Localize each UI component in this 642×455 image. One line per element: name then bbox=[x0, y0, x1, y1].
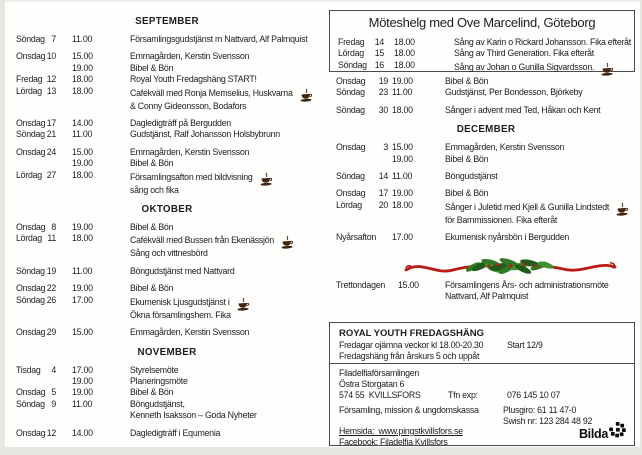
schedule-row bbox=[16, 158, 318, 169]
section-heading: DECEMBER bbox=[456, 124, 516, 136]
row-day: Söndag bbox=[16, 398, 45, 409]
schedule-row bbox=[16, 222, 318, 233]
row-time: 18.00 bbox=[394, 48, 415, 59]
row-text bbox=[130, 376, 318, 387]
info-box-divider bbox=[330, 363, 634, 364]
row-day: Söndag bbox=[16, 34, 45, 44]
row-text bbox=[445, 232, 636, 243]
schedule-row bbox=[336, 105, 636, 116]
row-day: Söndag bbox=[16, 129, 45, 140]
row-date: 19 bbox=[378, 76, 388, 86]
row-day: Söndag bbox=[338, 59, 367, 70]
row-time: 11.00 bbox=[72, 398, 93, 409]
row-text bbox=[445, 154, 636, 165]
row-text-line: Ekumenisk Ljusgudstjänst i bbox=[130, 295, 318, 310]
row-text-line: Royal Youth Fredagshäng START! bbox=[130, 74, 257, 85]
schedule-row bbox=[16, 147, 318, 158]
bilda-logo-text: Bilda bbox=[578, 427, 608, 441]
row-text-line: & Conny Gideonsson, Bodafors bbox=[130, 100, 247, 111]
funds-label: Församling, mission & ungdomskassa bbox=[339, 405, 479, 415]
row-time: 15.00 bbox=[398, 280, 419, 290]
bilda-logo bbox=[579, 422, 626, 441]
coffee-cup-icon bbox=[599, 61, 616, 77]
row-text-line: Sånger i advent med Ted, Håkan och Kent bbox=[445, 104, 601, 115]
row-day: Lördag bbox=[16, 233, 42, 244]
row-text-line: Gudstjänst, Ralf Johansson Holsbybrunn bbox=[130, 129, 280, 140]
row-time: 11.00 bbox=[72, 129, 93, 140]
row-time: 19.00 bbox=[392, 153, 413, 164]
row-text-line: för Barnmissionen. Fika efteråt bbox=[445, 214, 558, 225]
row-date: 11 bbox=[47, 233, 56, 244]
row-text bbox=[130, 170, 318, 196]
row-day: Onsdag bbox=[16, 427, 46, 438]
swish-number: Swish nr: 123 284 48 92 bbox=[503, 416, 593, 426]
schedule-row bbox=[16, 170, 318, 196]
schedule-row bbox=[338, 60, 626, 75]
row-day: Söndag bbox=[16, 294, 45, 305]
row-date: 20 bbox=[378, 199, 388, 210]
row-text-line: Emmagården, Kerstin Svensson bbox=[445, 142, 565, 153]
row-text-line: Planeringsmöte bbox=[130, 375, 188, 386]
row-time: 11.00 bbox=[392, 171, 413, 182]
row-text-line: Emmagården, Kerstin Svensson bbox=[130, 327, 250, 338]
schedule-row bbox=[338, 48, 626, 59]
row-day: Lördag bbox=[16, 169, 42, 180]
row-day: Onsdag bbox=[16, 146, 46, 157]
row-time: 14.00 bbox=[72, 118, 93, 129]
row-time: 17.00 bbox=[72, 364, 93, 375]
row-text-line: Sång av Johan o Gunilla Sigvardsson. bbox=[454, 60, 626, 75]
row-text-line: sång och fika bbox=[130, 184, 179, 195]
section-heading: SEPTEMBER bbox=[135, 16, 199, 27]
row-text-line: Bibel & Bön bbox=[130, 283, 174, 294]
schedule-row bbox=[336, 232, 636, 243]
row-time: 18.00 bbox=[72, 169, 93, 180]
row-day: Trettondagen bbox=[336, 280, 386, 290]
row-text bbox=[454, 48, 626, 59]
row-text bbox=[130, 129, 318, 140]
row-date: 23 bbox=[378, 87, 388, 98]
row-text-line: Sång av Karin o Rickard Johansson. Fika efteråt bbox=[454, 37, 631, 47]
row-text bbox=[130, 399, 318, 422]
row-text bbox=[445, 76, 636, 87]
row-time: 19.00 bbox=[72, 375, 93, 386]
row-day: Lördag bbox=[16, 85, 42, 96]
row-text bbox=[130, 327, 318, 338]
row-text-line: Församlingsgudstjänst m Nattvard, Alf Palmquist bbox=[130, 34, 308, 44]
schedule-row bbox=[16, 129, 318, 140]
row-text bbox=[130, 74, 318, 85]
row-date: 21 bbox=[46, 129, 56, 140]
row-date: 10 bbox=[46, 51, 56, 62]
row-date: 12 bbox=[46, 74, 56, 85]
row-date: 9 bbox=[51, 398, 56, 409]
row-date: 27 bbox=[46, 169, 56, 180]
schedule-row bbox=[16, 428, 318, 439]
schedule-row bbox=[16, 86, 318, 112]
row-text bbox=[130, 266, 318, 277]
schedule-row bbox=[16, 233, 318, 259]
row-text-line: Bibel & Bön bbox=[130, 62, 174, 73]
row-date: 14 bbox=[374, 37, 384, 47]
row-time: 15.00 bbox=[392, 142, 413, 153]
row-day: Onsdag bbox=[16, 222, 46, 233]
row-date: 17 bbox=[46, 118, 56, 129]
row-date: 3 bbox=[383, 142, 388, 153]
info-box bbox=[329, 322, 635, 446]
row-day: Söndag bbox=[336, 87, 365, 98]
meeting-weekend-rows bbox=[338, 37, 631, 75]
row-text bbox=[445, 188, 636, 199]
schedule-row bbox=[336, 280, 636, 303]
row-day: Onsdag bbox=[336, 188, 366, 199]
postal-address: 574 55 KVILLSFORS bbox=[339, 390, 421, 400]
row-time: 18.00 bbox=[72, 233, 93, 244]
row-text-line: Kenneth Isaksson – Goda Nyheter bbox=[130, 410, 257, 421]
fredagshang-age-line: Fredagshäng från årskurs 5 och uppåt bbox=[339, 351, 480, 361]
row-text bbox=[130, 63, 318, 74]
row-text-line: Gudstjänst, Per Bondesson, Björkeby bbox=[445, 87, 583, 98]
website-link: Hemsida: www.pingstkvillsfors.se bbox=[339, 426, 463, 436]
row-time: 11.00 bbox=[72, 265, 93, 276]
row-time: 19.00 bbox=[392, 76, 413, 86]
row-time: 11.00 bbox=[72, 34, 93, 44]
row-text-line: Dagledigträff på Bergudden bbox=[130, 118, 231, 129]
row-day: Fredag bbox=[338, 37, 365, 47]
schedule-row bbox=[16, 365, 318, 376]
row-date: 29 bbox=[46, 327, 56, 338]
row-date: 24 bbox=[46, 146, 56, 157]
row-text-line: Bibel & Bön bbox=[445, 76, 489, 86]
row-text bbox=[130, 51, 318, 62]
row-time: 11.00 bbox=[392, 87, 413, 98]
row-text-line: Böngudstjänst, bbox=[130, 398, 185, 409]
schedule-row bbox=[338, 37, 631, 48]
bilda-logo-mark-icon bbox=[609, 422, 626, 438]
row-date: 13 bbox=[46, 85, 56, 96]
row-day: Lördag bbox=[338, 48, 364, 59]
row-text bbox=[445, 171, 636, 182]
row-text-line: Församlingsafton med bildvisning bbox=[130, 170, 318, 185]
section-heading: OKTOBER bbox=[141, 204, 193, 216]
row-day: Lördag bbox=[336, 199, 362, 210]
schedule-row bbox=[16, 63, 318, 74]
row-text bbox=[445, 105, 636, 116]
coffee-cup-icon bbox=[614, 201, 631, 217]
row-text-line: Församlingens Års- och administrationsmöte bbox=[445, 280, 609, 290]
row-time: 18.00 bbox=[394, 59, 415, 70]
row-date: 14 bbox=[378, 171, 388, 182]
coffee-cup-icon bbox=[297, 87, 314, 103]
facebook-line: Facebook: Filadelfia Kvillsfors bbox=[339, 437, 448, 447]
row-day: Onsdag bbox=[16, 327, 46, 338]
schedule-row bbox=[336, 87, 636, 98]
row-text-line: Bibel & Bön bbox=[130, 222, 174, 233]
schedule-row bbox=[16, 34, 318, 45]
coffee-cup-icon bbox=[257, 171, 274, 187]
row-text-line: Ökna församlingshem. Fika bbox=[130, 309, 231, 320]
row-day: Onsdag bbox=[336, 142, 366, 153]
row-date: 4 bbox=[51, 364, 56, 375]
row-text-line: Böngudstjänst bbox=[445, 171, 498, 182]
schedule-row bbox=[16, 266, 318, 277]
row-day: Söndag bbox=[16, 265, 45, 276]
row-day: Söndag bbox=[336, 171, 365, 182]
trettondagen-row bbox=[336, 280, 636, 303]
row-day: Onsdag bbox=[336, 76, 366, 86]
schedule-row bbox=[336, 200, 636, 226]
row-text bbox=[454, 37, 631, 48]
schedule-row bbox=[336, 154, 636, 165]
schedule-row bbox=[16, 283, 318, 294]
row-time: 15.00 bbox=[72, 51, 93, 62]
section-heading: NOVEMBER bbox=[137, 346, 197, 358]
row-date: 19 bbox=[46, 265, 56, 276]
schedule-row bbox=[16, 118, 318, 129]
row-text bbox=[130, 233, 318, 259]
row-text bbox=[454, 60, 626, 75]
street-address: Östra Storgatan 6 bbox=[339, 379, 405, 389]
row-day: Söndag bbox=[336, 104, 365, 115]
row-text bbox=[130, 365, 318, 376]
row-day: Nyårsafton bbox=[336, 232, 377, 243]
phone-number: 076 145 10 07 bbox=[507, 390, 561, 400]
row-text-line: Ekumenisk nyårsbön i Bergudden bbox=[445, 232, 570, 243]
row-text-line: Cafékväll med Ronja Memselius, Huskvarna bbox=[130, 86, 318, 101]
row-day: Tisdag bbox=[16, 364, 41, 375]
row-day: Onsdag bbox=[16, 51, 46, 62]
phone-label: Tfn exp: bbox=[448, 390, 478, 400]
row-date: 5 bbox=[51, 387, 56, 398]
row-time: 17.00 bbox=[392, 232, 413, 243]
schedule-row bbox=[336, 188, 636, 199]
row-time: 17.00 bbox=[72, 294, 93, 305]
row-text-line: Sång av Third Generation. Fika efteråt bbox=[454, 48, 594, 59]
row-date: 30 bbox=[378, 104, 388, 115]
row-text bbox=[445, 87, 636, 98]
row-day: Onsdag bbox=[16, 283, 46, 294]
row-text bbox=[130, 118, 318, 129]
schedule-row bbox=[336, 171, 636, 182]
row-text-line: Bibel & Bön bbox=[445, 153, 489, 164]
row-time: 19.00 bbox=[72, 387, 93, 398]
row-text bbox=[130, 147, 318, 158]
row-time: 14.00 bbox=[72, 427, 93, 438]
meeting-weekend-title: Möteshelg med Ove Marcelind, Göteborg bbox=[368, 15, 596, 30]
info-box-title: ROYAL YOUTH FREDAGSHÄNG bbox=[339, 328, 484, 339]
schedule-row bbox=[16, 376, 318, 387]
row-text-line: Dagledigträff i Equmenia bbox=[130, 427, 221, 438]
coffee-cup-icon bbox=[234, 296, 251, 312]
left-schedule-column bbox=[16, 8, 318, 439]
row-day: Onsdag bbox=[16, 118, 46, 129]
row-time: 15.00 bbox=[72, 146, 93, 157]
row-time: 18.00 bbox=[72, 85, 93, 96]
schedule-row bbox=[336, 76, 636, 87]
row-text-line: Böngudstjänst med Nattvard bbox=[130, 265, 235, 276]
row-date: 17 bbox=[378, 188, 388, 199]
row-text bbox=[130, 86, 318, 112]
row-time: 18.00 bbox=[72, 74, 93, 85]
schedule-row bbox=[16, 74, 318, 85]
row-text bbox=[130, 295, 318, 321]
schedule-row bbox=[336, 142, 636, 153]
congregation-name: Filadelfiaförsamlingen bbox=[339, 368, 420, 378]
row-text-line: Sånger i Juletid med Kjell & Gunilla Lindstedt bbox=[445, 200, 636, 215]
right-schedule-column bbox=[336, 76, 636, 244]
schedule-row bbox=[16, 51, 318, 62]
row-date: 15 bbox=[374, 48, 384, 59]
row-time: 18.00 bbox=[392, 199, 413, 210]
row-text-line: Emmagården, Kerstin Svensson bbox=[130, 146, 250, 157]
row-text bbox=[130, 387, 318, 398]
row-time: 18.00 bbox=[392, 104, 413, 115]
schedule-row bbox=[16, 327, 318, 338]
row-text-line: Styrelsemöte bbox=[130, 364, 179, 375]
row-text bbox=[130, 158, 318, 169]
row-time: 19.00 bbox=[72, 283, 93, 294]
row-time: 15.00 bbox=[72, 327, 93, 338]
row-time: 18.00 bbox=[394, 37, 415, 47]
row-text bbox=[130, 283, 318, 294]
row-time: 19.00 bbox=[392, 188, 413, 199]
row-date: 8 bbox=[51, 222, 56, 233]
row-text-line: Emmagården, Kerstin Svensson bbox=[130, 51, 250, 62]
row-date: 26 bbox=[46, 294, 56, 305]
schedule-row bbox=[16, 387, 318, 398]
row-time: 19.00 bbox=[72, 158, 93, 169]
row-text bbox=[445, 142, 636, 153]
plusgiro-number: Plusgiro: 61 11 47-0 bbox=[503, 405, 577, 415]
row-text bbox=[130, 34, 318, 45]
row-date: 7 bbox=[51, 34, 56, 44]
fredagshang-start-date: Start 12/9 bbox=[507, 340, 543, 350]
row-text bbox=[445, 280, 636, 303]
row-text-line: Sång och vittnesbörd bbox=[130, 248, 208, 259]
fredagshang-schedule-line: Fredagar ojämna veckor kl 18.00-20.30 bbox=[339, 340, 484, 350]
christmas-garland-icon bbox=[403, 254, 618, 281]
row-text-line: Bibel & Bön bbox=[445, 188, 489, 199]
row-text-line: Cafékväll med Bussen från Ekenässjön bbox=[130, 233, 318, 248]
row-text bbox=[130, 222, 318, 233]
schedule-row bbox=[16, 295, 318, 321]
row-text-line: Bibel & Bön bbox=[130, 158, 174, 169]
row-date: 22 bbox=[46, 283, 56, 294]
row-text-line: Bibel & Bön bbox=[130, 387, 174, 398]
row-date: 16 bbox=[374, 59, 384, 70]
meeting-weekend-box bbox=[329, 10, 635, 72]
row-text bbox=[445, 200, 636, 226]
coffee-cup-icon bbox=[279, 235, 296, 251]
schedule-row bbox=[16, 399, 318, 422]
row-text bbox=[130, 428, 318, 439]
row-day: Fredag bbox=[16, 74, 43, 85]
row-date: 12 bbox=[46, 427, 56, 438]
row-text-line: Nattvard, Alf Palmquist bbox=[445, 291, 529, 302]
row-time: 19.00 bbox=[72, 62, 93, 73]
row-day: Onsdag bbox=[16, 387, 46, 398]
row-time: 19.00 bbox=[72, 222, 93, 233]
